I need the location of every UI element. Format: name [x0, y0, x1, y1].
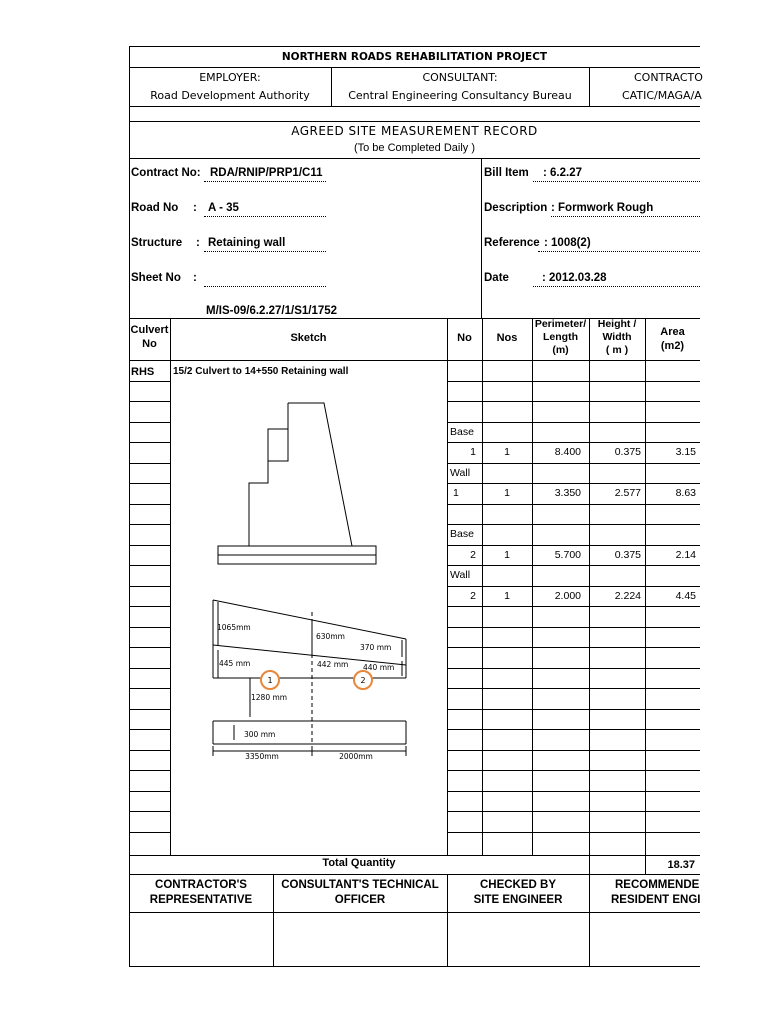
dotted-line [204, 181, 326, 182]
dim-1065: 1065mm [217, 623, 251, 632]
rule [481, 158, 482, 318]
border-top [129, 46, 700, 47]
grid-row-line [129, 586, 170, 587]
grid-row-line [447, 750, 700, 751]
row-4-nos: 1 [504, 487, 510, 499]
contractor-label: CONTRACTO [634, 71, 703, 84]
grid-row-line [447, 483, 700, 484]
dotted-line [204, 216, 326, 217]
road-no-colon: : [193, 202, 197, 214]
dim-440: 440 mm [363, 663, 395, 672]
row-7-nos: 1 [504, 549, 510, 561]
grid-row-line [447, 709, 700, 710]
structure-value: Retaining wall [208, 237, 286, 249]
row-2-no: 1 [470, 446, 476, 458]
col-perimeter: Perimeter/ Length (m) [534, 318, 587, 356]
grid-row-line [129, 463, 170, 464]
grid-row-line [129, 791, 170, 792]
description-label: Description [484, 202, 548, 214]
grid-row-line [129, 442, 170, 443]
dotted-line [533, 286, 700, 287]
structure-label: Structure [131, 237, 183, 249]
contract-no-label: Contract No: [131, 167, 201, 179]
col-sketch: Sketch [290, 332, 327, 344]
reference-value: : 1008(2) [544, 237, 591, 249]
rule [129, 67, 700, 68]
row-2-area: 3.15 [675, 446, 696, 458]
border-left [129, 46, 130, 967]
grid-row-line [129, 811, 170, 812]
grid-row-line [129, 627, 170, 628]
consultant-label: CONSULTANT: [422, 71, 498, 84]
grid-row-line [129, 483, 170, 484]
grid-row-line [447, 770, 700, 771]
row-2-len: 8.400 [554, 446, 581, 458]
dotted-line [538, 251, 700, 252]
grid-row-line [447, 627, 700, 628]
row-2-hw: 0.375 [614, 446, 641, 458]
dim-445: 445 mm [219, 659, 251, 668]
rule [129, 121, 700, 122]
rule [129, 158, 700, 159]
marker-2-label: 2 [360, 676, 366, 685]
grid-row-line [129, 606, 170, 607]
grid-row-line [129, 832, 170, 833]
row-8-no: Wall [450, 569, 471, 581]
sig-checked-by: CHECKED BY SITE ENGINEER [473, 879, 563, 906]
grid-row-line [447, 811, 700, 812]
col-no: No [457, 332, 472, 344]
retaining-wall-sketch [170, 382, 447, 772]
grid-row-line [447, 422, 700, 423]
rule [129, 912, 700, 913]
grid-row-line [447, 524, 700, 525]
project-title: NORTHERN ROADS REHABILITATION PROJECT [281, 51, 548, 63]
contract-no-value: RDA/RNIP/PRP1/C11 [210, 167, 323, 179]
grid-row-line [129, 709, 170, 710]
row-9-len: 2.000 [554, 590, 581, 602]
date-value: : 2012.03.28 [542, 272, 607, 284]
row-7-area: 2.14 [675, 549, 696, 561]
row-3-no: Wall [450, 467, 471, 479]
grid-row-line [129, 545, 170, 546]
rule [129, 855, 700, 856]
grid-row-line [129, 401, 170, 402]
grid-row-line [447, 463, 700, 464]
grid-row-line [129, 422, 170, 423]
row-4-no: 1 [453, 487, 459, 499]
description-value: : Formwork Rough [551, 202, 654, 214]
bill-item-value: : 6.2.27 [543, 167, 582, 179]
grid-row-line [129, 565, 170, 566]
dim-370: 370 mm [360, 643, 392, 652]
grid-row-line [447, 729, 700, 730]
col-area: Area (m2) [660, 326, 685, 352]
rule [589, 874, 590, 966]
sig-recommended: RECOMMENDE RESIDENT ENGI [611, 879, 701, 906]
dotted-line [533, 181, 700, 182]
grid-row-line [447, 381, 700, 382]
record-subtitle: (To be Completed Daily ) [353, 142, 476, 154]
dim-442: 442 mm [317, 660, 349, 669]
employer-label: EMPLOYER: [199, 71, 261, 84]
row-7-no: 2 [470, 549, 476, 561]
grid-row-line [447, 545, 700, 546]
grid-row-line [447, 791, 700, 792]
sheet-no-colon: : [193, 272, 197, 284]
sheet-no-label: Sheet No [131, 272, 181, 284]
grid-row-line [447, 504, 700, 505]
grid-row-line [129, 729, 170, 730]
row-9-nos: 1 [504, 590, 510, 602]
structure-colon: : [196, 237, 200, 249]
grid-row-line [129, 770, 170, 771]
grid-row-line [129, 668, 170, 669]
grid-row-line [447, 688, 700, 689]
grid-row-line [129, 524, 170, 525]
border-bottom [129, 966, 700, 967]
record-title: AGREED SITE MEASUREMENT RECORD [291, 124, 538, 138]
consultant-name: Central Engineering Consultancy Bureau [348, 89, 572, 102]
marker-1-label: 1 [267, 676, 273, 685]
row-2-nos: 1 [504, 446, 510, 458]
row-4-len: 3.350 [554, 487, 581, 499]
rule [129, 106, 700, 107]
contractor-name: CATIC/MAGA/A [622, 89, 702, 102]
grid-row-line [447, 668, 700, 669]
rule [589, 67, 590, 106]
grid-row-line [447, 401, 700, 402]
total-label: Total Quantity [322, 857, 396, 869]
sketch-title: 15/2 Culvert to 14+550 Retaining wall [173, 366, 349, 377]
employer-name: Road Development Authority [150, 89, 310, 102]
dim-3350: 3350mm [245, 752, 279, 761]
col-height-width: Height / Width ( m ) [597, 318, 637, 356]
dim-630: 630mm [316, 632, 345, 641]
dotted-line [204, 286, 326, 287]
col-culvert-no: Culvert No [130, 324, 169, 350]
dim-2000: 2000mm [339, 752, 373, 761]
row-7-len: 5.700 [554, 549, 581, 561]
total-value: 18.37 [667, 859, 695, 871]
grid-row-line [447, 606, 700, 607]
date-label: Date [484, 272, 509, 284]
sig-consultant-officer: CONSULTANT'S TECHNICAL OFFICER [281, 879, 439, 906]
row-9-area: 4.45 [675, 590, 696, 602]
row-6-no: Base [450, 528, 474, 540]
grid-row-line [129, 647, 170, 648]
row-4-hw: 2.577 [614, 487, 641, 499]
grid-row-line [447, 832, 700, 833]
culvert-rhs: RHS [131, 366, 155, 378]
row-9-no: 2 [470, 590, 476, 602]
road-no-label: Road No [131, 202, 179, 214]
grid-row-line [447, 565, 700, 566]
sig-contractor-rep: CONTRACTOR'S REPRESENTATIVE [149, 879, 253, 906]
dim-300: 300 mm [244, 730, 276, 739]
dotted-line [204, 251, 326, 252]
row-9-hw: 2.224 [614, 590, 641, 602]
grid-row-line [129, 750, 170, 751]
rule [129, 874, 700, 875]
grid-row-line [447, 647, 700, 648]
elevation-drawing [218, 403, 376, 564]
grid-row-line [129, 504, 170, 505]
rule [129, 360, 700, 361]
grid-row-line [447, 442, 700, 443]
dim-1280: 1280 mm [251, 693, 288, 702]
row-7-hw: 0.375 [614, 549, 641, 561]
reference-code: M/IS-09/6.2.27/1/S1/1752 [206, 305, 338, 317]
reference-label: Reference [484, 237, 540, 249]
grid-row-line [129, 688, 170, 689]
row-4-area: 8.63 [675, 487, 696, 499]
col-nos: Nos [496, 332, 518, 344]
grid-row-line [447, 586, 700, 587]
road-no-value: A - 35 [208, 202, 239, 214]
bill-item-label: Bill Item [484, 167, 529, 179]
dotted-line [551, 216, 700, 217]
row-1-no: Base [450, 426, 474, 438]
grid-row-line [129, 381, 170, 382]
